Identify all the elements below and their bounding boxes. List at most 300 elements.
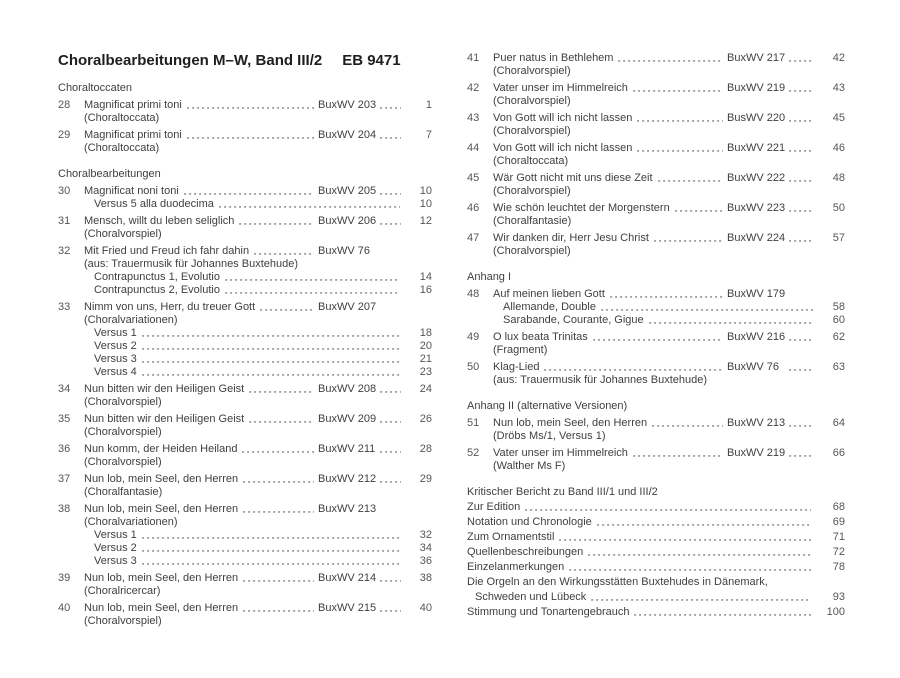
page-title <box>58 52 432 70</box>
dot-leader <box>260 301 314 314</box>
dot-leader <box>633 82 723 95</box>
sub-title: (Choraltoccata) <box>84 112 160 124</box>
sub-spacer <box>467 245 493 258</box>
sub-title: (Choralvorspiel) <box>84 456 162 468</box>
dot-leader <box>789 417 814 430</box>
entry-buxwv: BuxWV 223 <box>727 202 786 214</box>
entry-buxwv: BuxWV 212 <box>318 473 377 485</box>
toc-subentry <box>467 65 845 78</box>
line-title: Stimmung und Tonartengebrauch <box>467 606 630 618</box>
toc-subentry <box>467 374 845 387</box>
entry-title: Nun lob, mein Seel, den Herren <box>84 473 239 485</box>
dot-leader <box>591 591 811 604</box>
sub-spacer <box>58 142 84 155</box>
line-page: 69 <box>832 516 845 528</box>
entry-buxwv: BusWV 220 <box>727 112 786 124</box>
toc-entry <box>58 99 432 112</box>
entry-page: 1 <box>425 99 432 111</box>
sub-title: Versus 3 <box>94 555 137 567</box>
dot-leader <box>649 314 813 327</box>
toc-subentry <box>58 396 432 409</box>
dot-leader <box>187 99 314 112</box>
sub-spacer <box>58 426 84 439</box>
toc-entry <box>467 417 845 430</box>
report-line <box>467 546 845 559</box>
entry-buxwv: BuxWV 213 <box>318 503 377 515</box>
section-heading: Choralbearbeitungen <box>58 168 161 180</box>
sub-title: (aus: Trauermusik für Johannes Buxtehude) <box>84 258 299 270</box>
toc-entry <box>467 82 845 95</box>
left-column-sections <box>58 82 432 628</box>
entry-title: Vater unser im Himmelreich <box>493 447 628 459</box>
entry-page: 42 <box>832 52 845 64</box>
sub-title: (Choralvariationen) <box>84 314 178 326</box>
toc-subentry <box>58 258 432 271</box>
dot-leader <box>633 447 723 460</box>
dot-leader <box>588 546 811 559</box>
entry-page: 45 <box>832 112 845 124</box>
dot-leader <box>675 202 723 215</box>
entry-lead <box>493 417 727 430</box>
entry-number: 42 <box>467 82 480 94</box>
toc-entry <box>58 503 432 516</box>
sub-spacer <box>467 155 493 168</box>
entry-number: 32 <box>58 245 71 257</box>
toc-entry <box>467 52 845 65</box>
section-heading: Choraltoccaten <box>58 82 132 94</box>
toc-subentry <box>467 344 845 357</box>
dot-leader <box>634 606 811 619</box>
entry-buxwv: BuxWV 221 <box>727 142 786 154</box>
dot-leader <box>242 443 314 456</box>
line-page: 68 <box>832 501 845 513</box>
sub-page: 58 <box>832 301 845 313</box>
entry-lead <box>84 99 318 112</box>
sub-spacer <box>467 215 493 228</box>
dot-leader <box>610 288 723 301</box>
sub-page: 18 <box>419 327 432 339</box>
sub-spacer <box>467 460 493 473</box>
dot-leader <box>380 99 401 112</box>
sub-title: (Choralvorspiel) <box>84 396 162 408</box>
entry-title: Nun komm, der Heiden Heiland <box>84 443 238 455</box>
entry-title: Wir danken dir, Herr Jesu Christ <box>493 232 649 244</box>
sub-title: (Choralvorspiel) <box>84 426 162 438</box>
toc-subentry <box>58 615 432 628</box>
sub-spacer <box>467 185 493 198</box>
toc-subentry <box>58 585 432 598</box>
sub-spacer <box>58 615 84 628</box>
toc-subentry <box>58 353 432 366</box>
sub-page: 32 <box>419 529 432 541</box>
dot-leader <box>559 531 811 544</box>
sub-spacer <box>58 529 84 542</box>
toc-section <box>467 52 845 258</box>
line-page: 100 <box>826 606 845 618</box>
entry-lead <box>493 112 727 125</box>
toc-entry <box>58 443 432 456</box>
dot-leader <box>789 82 814 95</box>
sub-spacer <box>58 353 84 366</box>
toc-subentry <box>58 327 432 340</box>
sub-title: (Choralvorspiel) <box>493 185 571 197</box>
entry-title: Nimm von uns, Herr, du treuer Gott <box>84 301 256 313</box>
report-line <box>467 516 845 529</box>
report-line <box>467 576 845 589</box>
dot-leader <box>652 417 723 430</box>
line-title: Notation und Chronologie <box>467 516 592 528</box>
toc-subentry <box>58 366 432 379</box>
toc-subentry <box>58 198 432 211</box>
entry-page: 63 <box>832 361 845 373</box>
entry-buxwv: BuxWV 217 <box>727 52 786 64</box>
entry-page: 29 <box>419 473 432 485</box>
toc-subentry <box>58 142 432 155</box>
entry-buxwv: BuxWV 222 <box>727 172 786 184</box>
entry-lead <box>493 447 727 460</box>
entry-lead <box>493 361 727 374</box>
entry-buxwv: BuxWV 224 <box>727 232 786 244</box>
toc-entry <box>467 447 845 460</box>
toc-section <box>467 400 845 473</box>
dot-leader <box>184 185 314 198</box>
toc-subentry <box>58 529 432 542</box>
sub-page: 36 <box>419 555 432 567</box>
sub-title: Versus 1 <box>94 327 137 339</box>
entry-title: Von Gott will ich nicht lassen <box>493 142 633 154</box>
sub-title: (Choraltoccata) <box>84 142 160 154</box>
entry-lead <box>84 413 318 426</box>
dot-leader <box>601 301 813 314</box>
sub-spacer <box>58 327 84 340</box>
line-page: 93 <box>832 591 845 603</box>
sub-spacer <box>467 344 493 357</box>
dot-leader <box>789 447 814 460</box>
dot-leader <box>380 602 401 615</box>
entry-number: 29 <box>58 129 71 141</box>
entry-title: Nun bitten wir den Heiligen Geist <box>84 413 245 425</box>
sub-page: 23 <box>419 366 432 378</box>
entry-number: 38 <box>58 503 71 515</box>
entry-buxwv: BuxWV 207 <box>318 301 377 313</box>
dot-leader <box>569 561 811 574</box>
entry-buxwv: BuxWV 213 <box>727 417 786 429</box>
sub-spacer <box>58 555 84 568</box>
entry-lead <box>84 245 318 258</box>
entry-lead <box>493 288 727 301</box>
dot-leader <box>789 232 814 245</box>
sub-spacer <box>467 314 493 327</box>
entry-lead <box>493 82 727 95</box>
entry-buxwv: BuxWV 211 <box>318 443 376 455</box>
toc-subentry <box>58 314 432 327</box>
entry-page: 64 <box>832 417 845 429</box>
toc-entry <box>58 572 432 585</box>
dot-leader <box>789 142 814 155</box>
entry-lead <box>493 172 727 185</box>
dot-leader <box>789 331 814 344</box>
dot-leader <box>593 331 723 344</box>
sub-title: (Choralvorspiel) <box>493 125 571 137</box>
entry-buxwv: BuxWV 204 <box>318 129 377 141</box>
entry-page: 48 <box>832 172 845 184</box>
entry-title: Nun lob, mein Seel, den Herren <box>84 602 239 614</box>
section-heading: Anhang I <box>467 271 512 283</box>
sub-spacer <box>58 314 84 327</box>
dot-leader <box>243 602 314 615</box>
sub-title: Versus 2 <box>94 542 137 554</box>
sub-spacer <box>467 374 493 387</box>
toc-section <box>467 271 845 387</box>
toc-subentry <box>58 426 432 439</box>
line-title: Zur Edition <box>467 501 521 513</box>
sub-title: (Walther Ms F) <box>493 460 566 472</box>
dot-leader <box>225 271 400 284</box>
entry-page: 46 <box>832 142 845 154</box>
line-title: Einzelanmerkungen <box>467 561 565 573</box>
dot-leader <box>789 172 814 185</box>
entry-number: 40 <box>58 602 71 614</box>
report-line <box>467 606 845 619</box>
sub-spacer <box>58 284 84 297</box>
left-column <box>58 52 432 678</box>
entry-lead <box>84 383 318 396</box>
dot-leader <box>525 501 811 514</box>
dot-leader <box>789 112 814 125</box>
entry-number: 37 <box>58 473 71 485</box>
entry-lead <box>84 129 318 142</box>
toc-entry <box>58 413 432 426</box>
sub-page: 14 <box>419 271 432 283</box>
entry-title: Wär Gott nicht mit uns diese Zeit <box>493 172 653 184</box>
sub-spacer <box>58 340 84 353</box>
entry-buxwv: BuxWV 216 <box>727 331 786 343</box>
entry-title: Nun lob, mein Seel, den Herren <box>493 417 648 429</box>
toc-subentry <box>58 271 432 284</box>
dot-leader <box>618 52 723 65</box>
sub-page: 21 <box>419 353 432 365</box>
entry-buxwv: BuxWV 76 <box>318 245 370 257</box>
sub-title: (Choralvorspiel) <box>84 228 162 240</box>
sub-title: (Choralricercar) <box>84 585 161 597</box>
entry-buxwv: BuxWV 219 <box>727 447 786 459</box>
sub-spacer <box>58 542 84 555</box>
entry-title: Von Gott will ich nicht lassen <box>493 112 633 124</box>
sub-spacer <box>58 366 84 379</box>
toc-subentry <box>58 542 432 555</box>
volume-title: Choralbearbeitungen M–W, Band III/2 <box>58 52 323 69</box>
entry-title: Wie schön leuchtet der Morgenstern <box>493 202 670 214</box>
sub-title: (Choralvorspiel) <box>493 245 571 257</box>
report-line <box>467 561 845 574</box>
sub-title: (Choralfantasie) <box>493 215 572 227</box>
toc-entry <box>58 383 432 396</box>
sub-title: Allemande, Double <box>503 301 596 313</box>
entry-buxwv: BuxWV 206 <box>318 215 377 227</box>
toc-entry <box>467 172 845 185</box>
report-line <box>467 501 845 514</box>
sub-title: Versus 1 <box>94 529 137 541</box>
sub-spacer <box>58 258 84 271</box>
entry-number: 34 <box>58 383 71 395</box>
sub-spacer <box>58 486 84 499</box>
entry-lead <box>84 443 318 456</box>
entry-lead <box>493 142 727 155</box>
dot-leader <box>142 555 400 568</box>
sub-title: Sarabande, Courante, Gigue <box>503 314 644 326</box>
entry-number: 47 <box>467 232 480 244</box>
entry-page: 7 <box>425 129 432 141</box>
toc-entry <box>58 215 432 228</box>
toc-subentry <box>58 340 432 353</box>
sub-title: (Choraltoccata) <box>493 155 569 167</box>
dot-leader <box>142 542 400 555</box>
dot-leader <box>243 572 314 585</box>
entry-buxwv: BuxWV 205 <box>318 185 377 197</box>
entry-number: 45 <box>467 172 480 184</box>
toc-entry <box>58 602 432 615</box>
line-title: Zum Ornamentstil <box>467 531 555 543</box>
dot-leader <box>225 284 400 297</box>
dot-leader <box>380 185 401 198</box>
entry-lead <box>493 331 727 344</box>
dot-leader <box>654 232 723 245</box>
dot-leader <box>789 202 814 215</box>
dot-leader <box>219 198 400 211</box>
entry-page: 57 <box>832 232 845 244</box>
toc-subentry <box>58 112 432 125</box>
entry-number: 41 <box>467 52 480 64</box>
entry-buxwv: BuxWV 215 <box>318 602 377 614</box>
entry-buxwv: BuxWV 203 <box>318 99 377 111</box>
dot-leader <box>249 413 314 426</box>
entry-number: 31 <box>58 215 71 227</box>
sub-title: (Fragment) <box>493 344 548 356</box>
sub-page: 20 <box>419 340 432 352</box>
entry-title: Mit Fried und Freud ich fahr dahin <box>84 245 250 257</box>
sub-spacer <box>467 125 493 138</box>
sub-spacer <box>467 95 493 108</box>
line-title: Schweden und Lübeck <box>475 591 587 603</box>
entry-lead <box>84 301 318 314</box>
right-column <box>467 52 845 678</box>
sub-page: 34 <box>419 542 432 554</box>
entry-page: 66 <box>832 447 845 459</box>
entry-buxwv: BuxWV 179 <box>727 288 786 300</box>
toc-entry <box>467 142 845 155</box>
dot-leader <box>658 172 723 185</box>
dot-leader <box>142 529 400 542</box>
entry-title: Nun lob, mein Seel, den Herren <box>84 572 239 584</box>
toc-section <box>467 486 845 619</box>
sub-spacer <box>58 585 84 598</box>
toc-subentry <box>467 125 845 138</box>
dot-leader <box>243 473 314 486</box>
toc-subentry <box>467 155 845 168</box>
entry-title: Nun bitten wir den Heiligen Geist <box>84 383 245 395</box>
dot-leader <box>637 142 723 155</box>
sub-title: (aus: Trauermusik für Johannes Buxtehude) <box>493 374 708 386</box>
toc-entry <box>467 232 845 245</box>
toc-subentry <box>467 314 845 327</box>
sub-title: (Choralvorspiel) <box>84 615 162 627</box>
toc-subentry <box>467 185 845 198</box>
sub-spacer <box>467 65 493 78</box>
sub-title: Contrapunctus 2, Evolutio <box>94 284 220 296</box>
sub-spacer <box>58 516 84 529</box>
entry-title: Magnificat primi toni <box>84 129 182 141</box>
sub-page: 16 <box>419 284 432 296</box>
entry-number: 36 <box>58 443 71 455</box>
toc-entry <box>58 129 432 142</box>
sub-spacer <box>58 112 84 125</box>
entry-page: 43 <box>832 82 845 94</box>
entry-number: 46 <box>467 202 480 214</box>
sub-spacer <box>58 228 84 241</box>
entry-title: Vater unser im Himmelreich <box>493 82 628 94</box>
entry-title: Puer natus in Bethlehem <box>493 52 614 64</box>
dot-leader <box>380 215 401 228</box>
entry-lead <box>84 473 318 486</box>
entry-lead <box>84 215 318 228</box>
entry-lead <box>84 185 318 198</box>
toc-subentry <box>467 215 845 228</box>
section-heading: Anhang II (alternative Versionen) <box>467 400 628 412</box>
dot-leader <box>380 443 401 456</box>
dot-leader <box>380 383 401 396</box>
entry-buxwv: BuxWV 219 <box>727 82 786 94</box>
dot-leader <box>142 353 400 366</box>
entry-page: 24 <box>419 383 432 395</box>
toc-entry <box>58 245 432 258</box>
entry-lead <box>493 202 727 215</box>
sub-page: 10 <box>419 198 432 210</box>
sub-page: 60 <box>832 314 845 326</box>
toc-entry <box>467 202 845 215</box>
entry-title: Magnificat primi toni <box>84 99 182 111</box>
entry-lead <box>493 232 727 245</box>
entry-number: 49 <box>467 331 480 343</box>
entry-number: 35 <box>58 413 71 425</box>
toc-subentry <box>58 456 432 469</box>
line-page: 72 <box>832 546 845 558</box>
dot-leader <box>380 572 401 585</box>
sub-spacer <box>58 396 84 409</box>
sub-title: (Choralvorspiel) <box>493 65 571 77</box>
entry-page: 26 <box>419 413 432 425</box>
sub-title: (Dröbs Ms/1, Versus 1) <box>493 430 606 442</box>
entry-page: 28 <box>419 443 432 455</box>
entry-title: Nun lob, mein Seel, den Herren <box>84 503 239 515</box>
dot-leader <box>142 327 400 340</box>
entry-buxwv: BuxWV 214 <box>318 572 377 584</box>
toc-entry <box>58 185 432 198</box>
entry-number: 33 <box>58 301 71 313</box>
dot-leader <box>380 129 401 142</box>
toc-subentry <box>467 95 845 108</box>
dot-leader <box>243 503 314 516</box>
toc-subentry <box>58 284 432 297</box>
line-page: 71 <box>832 531 845 543</box>
toc-section <box>58 168 432 628</box>
dot-leader <box>142 366 400 379</box>
dot-leader <box>142 340 400 353</box>
entry-number: 51 <box>467 417 480 429</box>
toc-entry <box>58 473 432 486</box>
entry-lead <box>84 503 318 516</box>
entry-title: O lux beata Trinitas <box>493 331 588 343</box>
dot-leader <box>239 215 314 228</box>
